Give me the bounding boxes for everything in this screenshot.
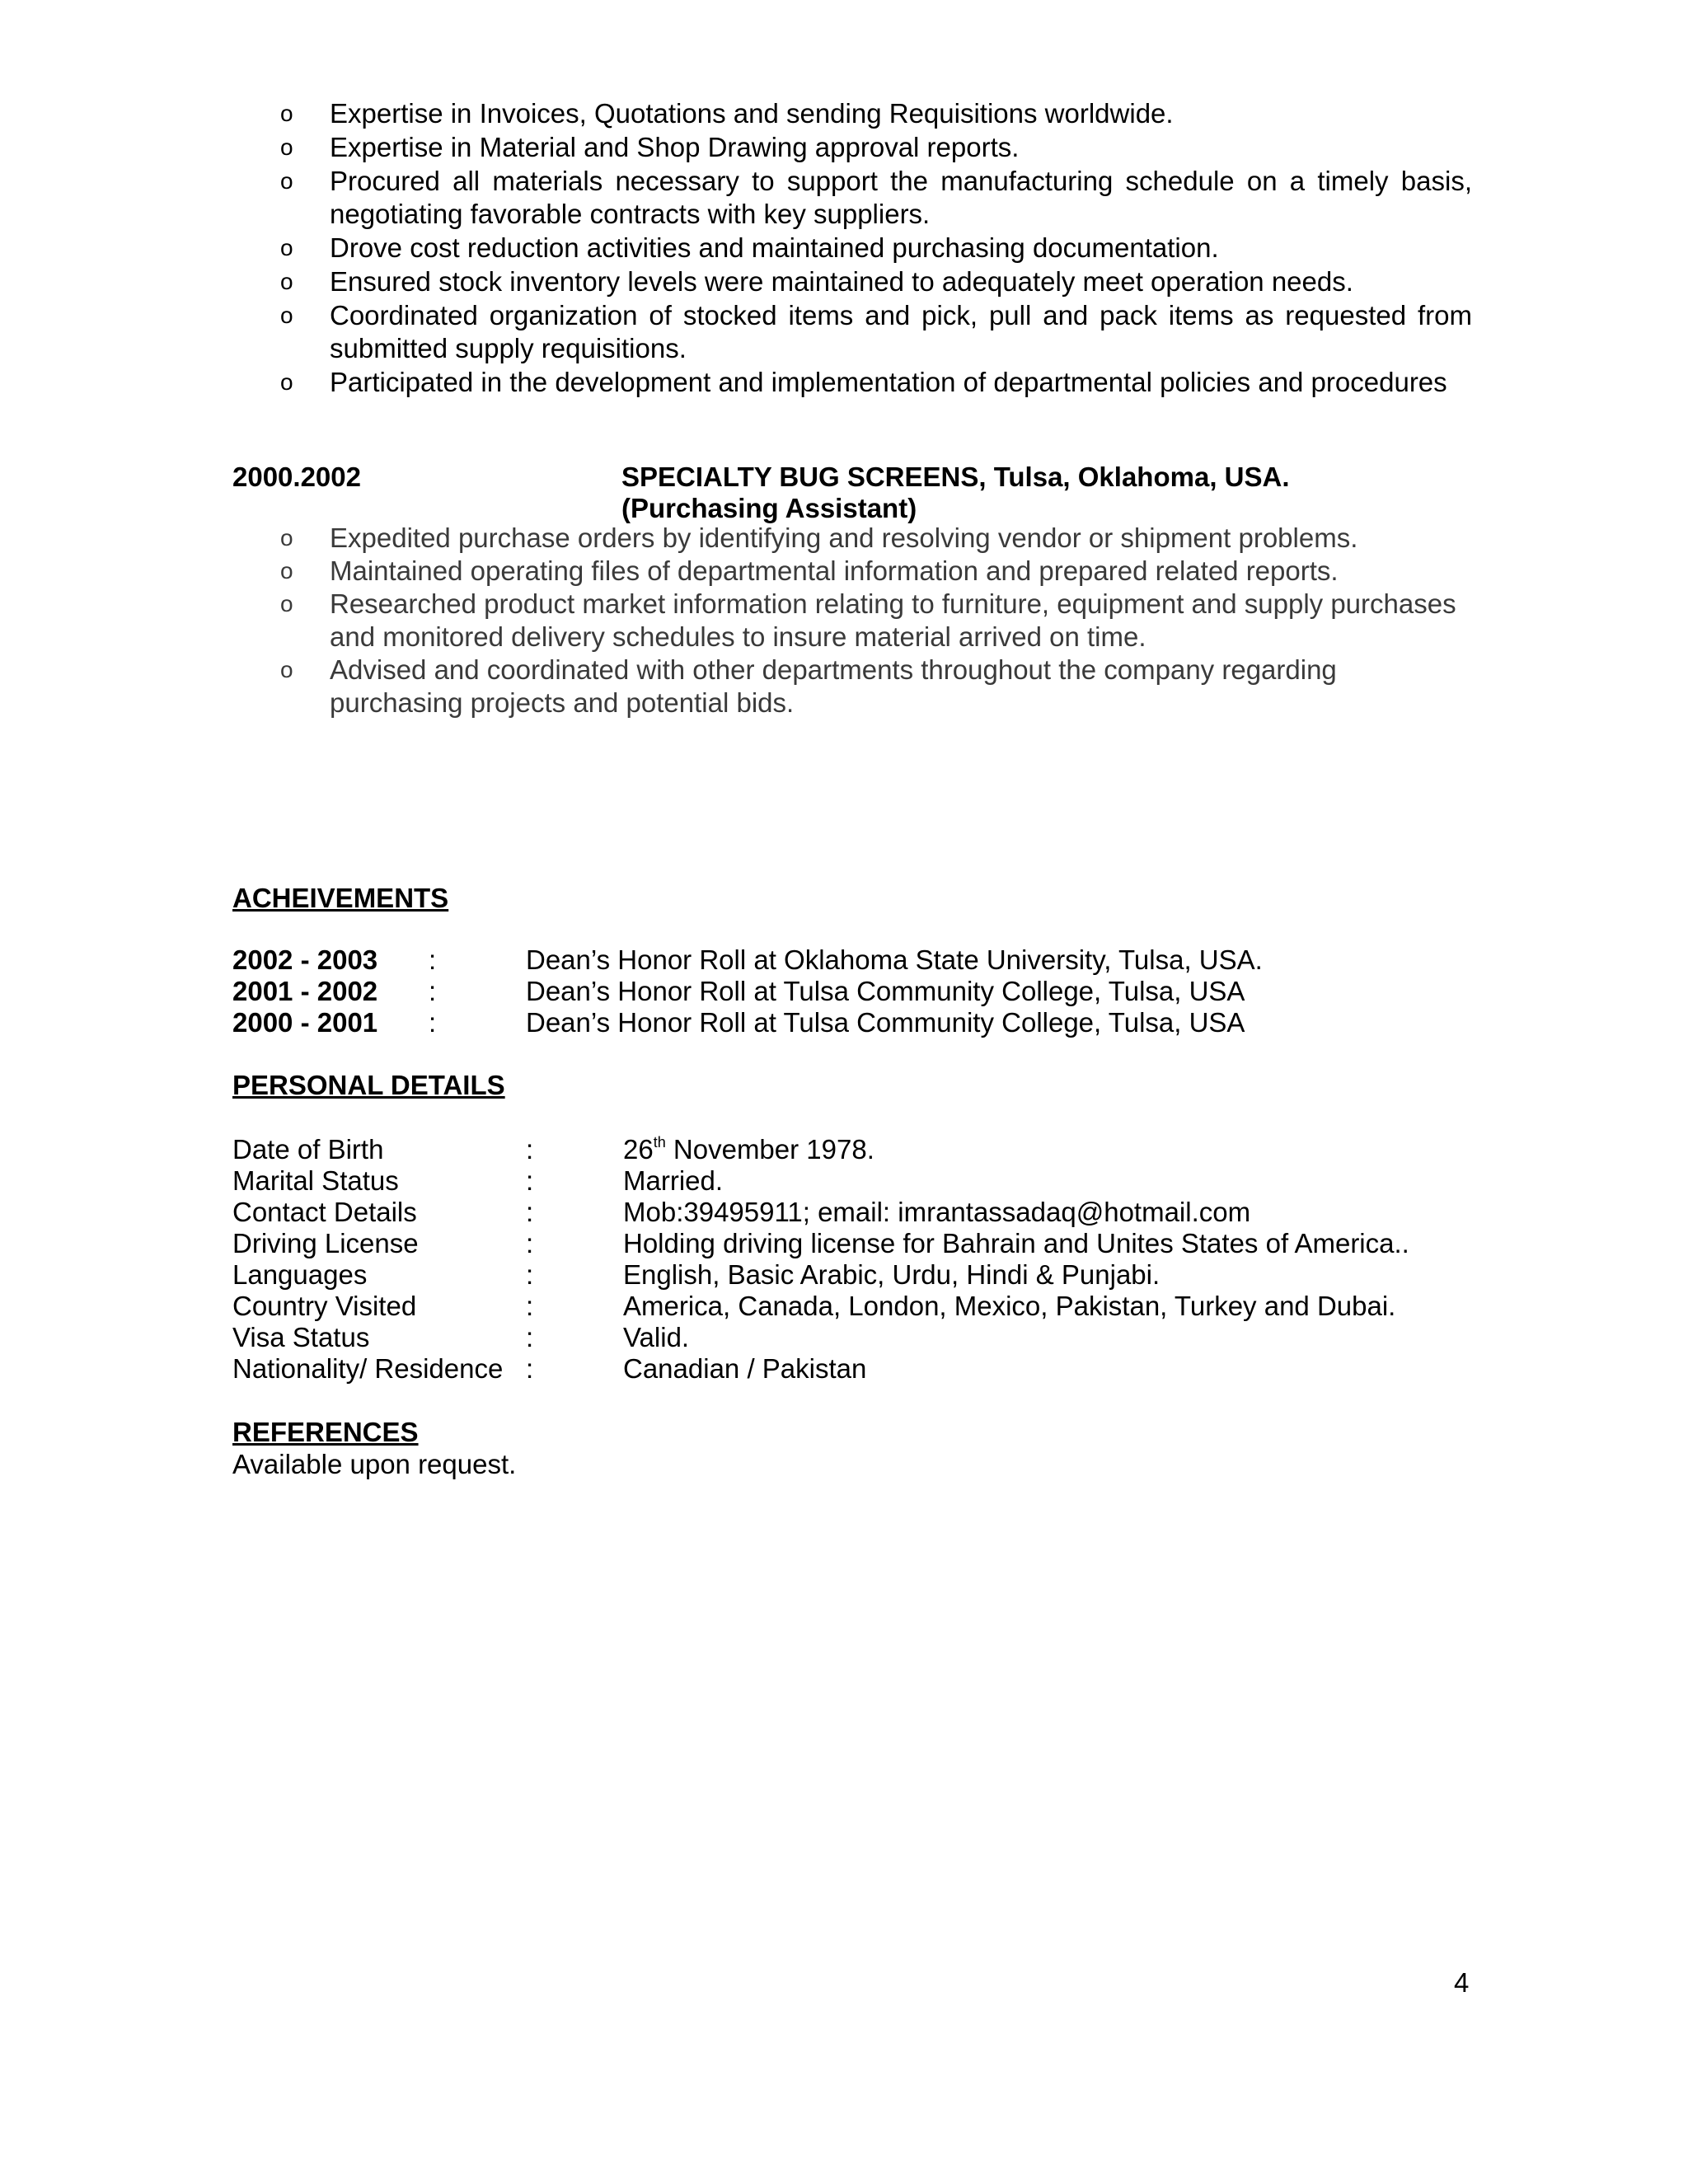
job-company: SPECIALTY BUG SCREENS, Tulsa, Oklahoma, USA. (621, 462, 1290, 492)
personal-details-heading: PERSONAL DETAILS (232, 1070, 505, 1100)
separator-colon: : (526, 1322, 534, 1352)
achievement-years: 2001 - 2002 (232, 976, 378, 1006)
separator-colon: : (526, 1197, 534, 1227)
list-item: o Drove cost reduction activities and maintained purchasing documentation. (280, 232, 1219, 263)
separator-colon: : (526, 1259, 534, 1290)
page-number: 4 (1454, 1967, 1470, 1998)
references-text: Available upon request. (232, 1449, 517, 1479)
achievement-text: Dean’s Honor Roll at Tulsa Community College, Tulsa, USA (526, 976, 1245, 1006)
separator-colon: : (429, 1007, 437, 1038)
list-item: o Maintained operating files of departmental information and prepared related reports. (280, 555, 1339, 586)
personal-detail-row (232, 1165, 1469, 1197)
list-item: o Ensured stock inventory levels were maintained to adequately meet operation needs. (280, 266, 1353, 297)
detail-value: Canadian / Pakistan (623, 1353, 867, 1384)
separator-colon: : (526, 1228, 534, 1258)
personal-detail-row (232, 1322, 1469, 1353)
list-item: o Procured all materials necessary to support the manufacturing schedule on a timely basis, negotiating favorable contracts with key suppliers. (280, 166, 1472, 229)
detail-label: Contact Details (232, 1197, 417, 1227)
detail-value: Holding driving license for Bahrain and Unites States of America.. (623, 1228, 1409, 1258)
circle-bullet-icon: o (280, 657, 293, 682)
job-years: 2000.2002 (232, 462, 361, 492)
separator-colon: : (526, 1165, 534, 1196)
personal-detail-row (232, 1134, 1469, 1165)
list-item: o Expertise in Material and Shop Drawing approval reports. (280, 132, 1020, 162)
achievements-table (232, 944, 1469, 1038)
list-item: o Expedited purchase orders by identifying and resolving vendor or shipment problems. (280, 523, 1358, 553)
detail-value-date-of-birth: 26th November 1978. (623, 1134, 874, 1165)
circle-bullet-icon: o (280, 369, 293, 395)
detail-label: Country Visited (232, 1291, 417, 1321)
personal-detail-row (232, 1228, 1469, 1259)
job-role: (Purchasing Assistant) (621, 493, 917, 523)
achievement-text: Dean’s Honor Roll at Oklahoma State University, Tulsa, USA. (526, 944, 1263, 975)
list-item: o Advised and coordinated with other departments throughout the company regarding purchasing projects and potential bids. (280, 654, 1337, 718)
list-item: o Coordinated organization of stocked items and pick, pull and pack items as requested from submitted supply requisitions. (280, 300, 1472, 363)
detail-value: America, Canada, London, Mexico, Pakistan, Turkey and Dubai. (623, 1291, 1396, 1321)
circle-bullet-icon: o (280, 591, 293, 616)
separator-colon: : (526, 1134, 534, 1165)
separator-colon: : (526, 1353, 534, 1384)
list-item: o Researched product market information relating to furniture, equipment and supply purchases and monitored delivery schedules to insure material arrived on time. (280, 588, 1456, 652)
detail-label: Nationality/ Residence (232, 1353, 504, 1384)
circle-bullet-icon: o (280, 101, 293, 126)
list-item: o Participated in the development and implementation of departmental policies and procedures (280, 367, 1447, 397)
personal-detail-row (232, 1259, 1469, 1291)
detail-value: English, Basic Arabic, Urdu, Hindi & Punjabi. (623, 1259, 1160, 1290)
circle-bullet-icon: o (280, 302, 293, 328)
achievement-row (232, 1007, 1469, 1038)
detail-value: Mob:39495911; email: imrantassadaq@hotmail.com (623, 1197, 1251, 1227)
achievements-heading: ACHEIVEMENTS (232, 883, 449, 913)
detail-label: Visa Status (232, 1322, 370, 1352)
achievement-text: Dean’s Honor Roll at Tulsa Community College, Tulsa, USA (526, 1007, 1245, 1038)
separator-colon: : (429, 976, 437, 1006)
detail-value: Married. (623, 1165, 724, 1196)
separator-colon: : (429, 944, 437, 975)
achievement-row (232, 944, 1469, 976)
personal-detail-row (232, 1197, 1469, 1228)
circle-bullet-icon: o (280, 269, 293, 294)
detail-label: Marital Status (232, 1165, 399, 1196)
detail-label: Driving License (232, 1228, 419, 1258)
circle-bullet-icon: o (280, 168, 293, 194)
achievement-row (232, 976, 1469, 1007)
detail-label: Date of Birth (232, 1134, 384, 1165)
responsibilities-list-specialty-bug-screens (277, 522, 1472, 719)
personal-detail-row (232, 1353, 1469, 1385)
references-heading: REFERENCES (232, 1417, 419, 1447)
achievement-years: 2002 - 2003 (232, 944, 378, 975)
detail-label: Languages (232, 1259, 368, 1290)
detail-value: Valid. (623, 1322, 690, 1352)
circle-bullet-icon: o (280, 558, 293, 583)
list-item: o Expertise in Invoices, Quotations and sending Requisitions worldwide. (280, 98, 1174, 129)
responsibilities-list-previous (277, 97, 1472, 400)
personal-detail-row (232, 1291, 1469, 1322)
personal-details-table (232, 1134, 1469, 1385)
separator-colon: : (526, 1291, 534, 1321)
circle-bullet-icon: o (280, 525, 293, 551)
circle-bullet-icon: o (280, 235, 293, 260)
circle-bullet-icon: o (280, 134, 293, 160)
achievement-years: 2000 - 2001 (232, 1007, 378, 1038)
